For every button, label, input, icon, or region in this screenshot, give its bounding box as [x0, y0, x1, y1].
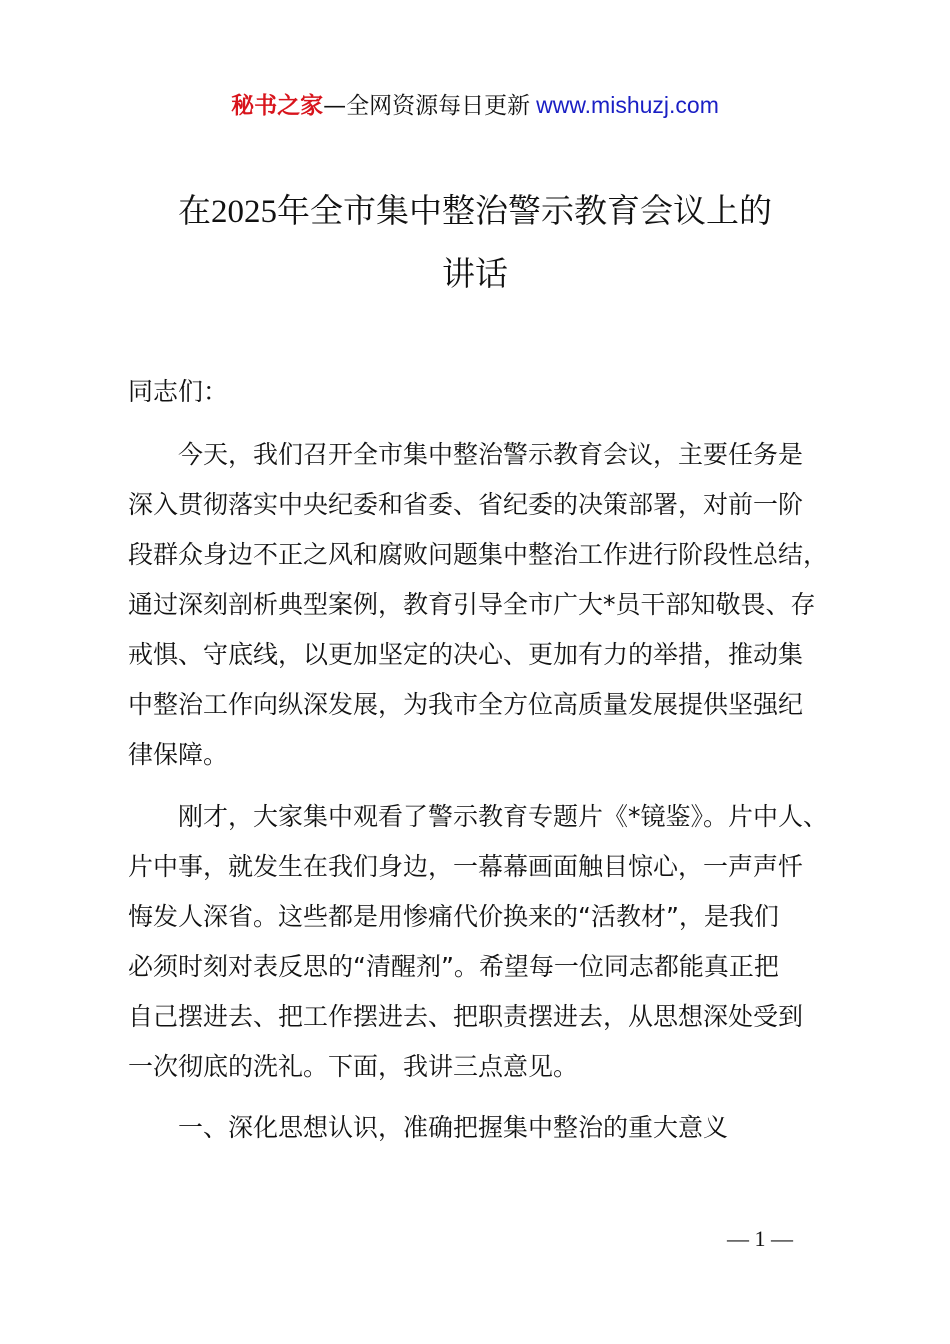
section-heading: 一、深化思想认识，准确把握集中整治的重大意义: [178, 1113, 729, 1142]
document-title: [100, 180, 850, 305]
title-prefix: 在: [178, 191, 211, 230]
paragraph-line: 悔发人深省。这些都是用惨痛代价换来的“活教材”，是我们: [128, 902, 779, 931]
paragraph-line: 必须时刻对表反思的“清醒剂”。希望每一位同志都能真正把: [128, 952, 779, 981]
paragraph-film: [128, 792, 828, 1092]
paragraph-line: 段群众身边不正之风和腐败问题集中整治工作进行阶段性总结，: [128, 540, 829, 569]
paragraph-line: 今天，我们召开全市集中整治警示教育会议，主要任务是: [178, 440, 804, 469]
page-number: — 1 —: [727, 1226, 793, 1251]
paragraph-line: 刚才，大家集中观看了警示教育专题片《*镜鉴》。片中人、: [178, 802, 829, 831]
greeting: 同志们：: [128, 377, 229, 406]
paragraph-line: 律保障。: [128, 740, 229, 769]
paragraph-line: 自己摆进去、把工作摆进去、把职责摆进去，从思想深处受到: [128, 1002, 804, 1031]
paragraph-line: 戒惧、守底线，以更加坚定的决心、更加有力的举措，推动集: [128, 640, 804, 669]
brand-name: 秘书之家: [231, 93, 324, 119]
paragraph-line: 通过深刻剖析典型案例，教育引导全市广大*员干部知敬畏、存: [128, 590, 816, 619]
paragraph-opening: [128, 430, 828, 780]
header-tagline: —全网资源每日更新: [323, 93, 531, 119]
paragraph-line: 一次彻底的洗礼。下面，我讲三点意见。: [128, 1052, 579, 1081]
site-url-link[interactable]: www.mishuzj.com: [536, 92, 719, 118]
paragraph-line: 中整治工作向纵深发展，为我市全方位高质量发展提供坚强纪: [128, 690, 804, 719]
paragraph-line: 深入贯彻落实中央纪委和省委、省纪委的决策部署，对前一阶: [128, 490, 804, 519]
title-line2: 讲话: [442, 254, 508, 293]
title-line1-rest: 年全市集中整治警示教育会议上的: [277, 191, 772, 230]
site-header: [0, 88, 950, 123]
title-year: 2025: [211, 194, 277, 230]
paragraph-line: 片中事，就发生在我们身边，一幕幕画面触目惊心，一声声忏: [128, 852, 804, 881]
